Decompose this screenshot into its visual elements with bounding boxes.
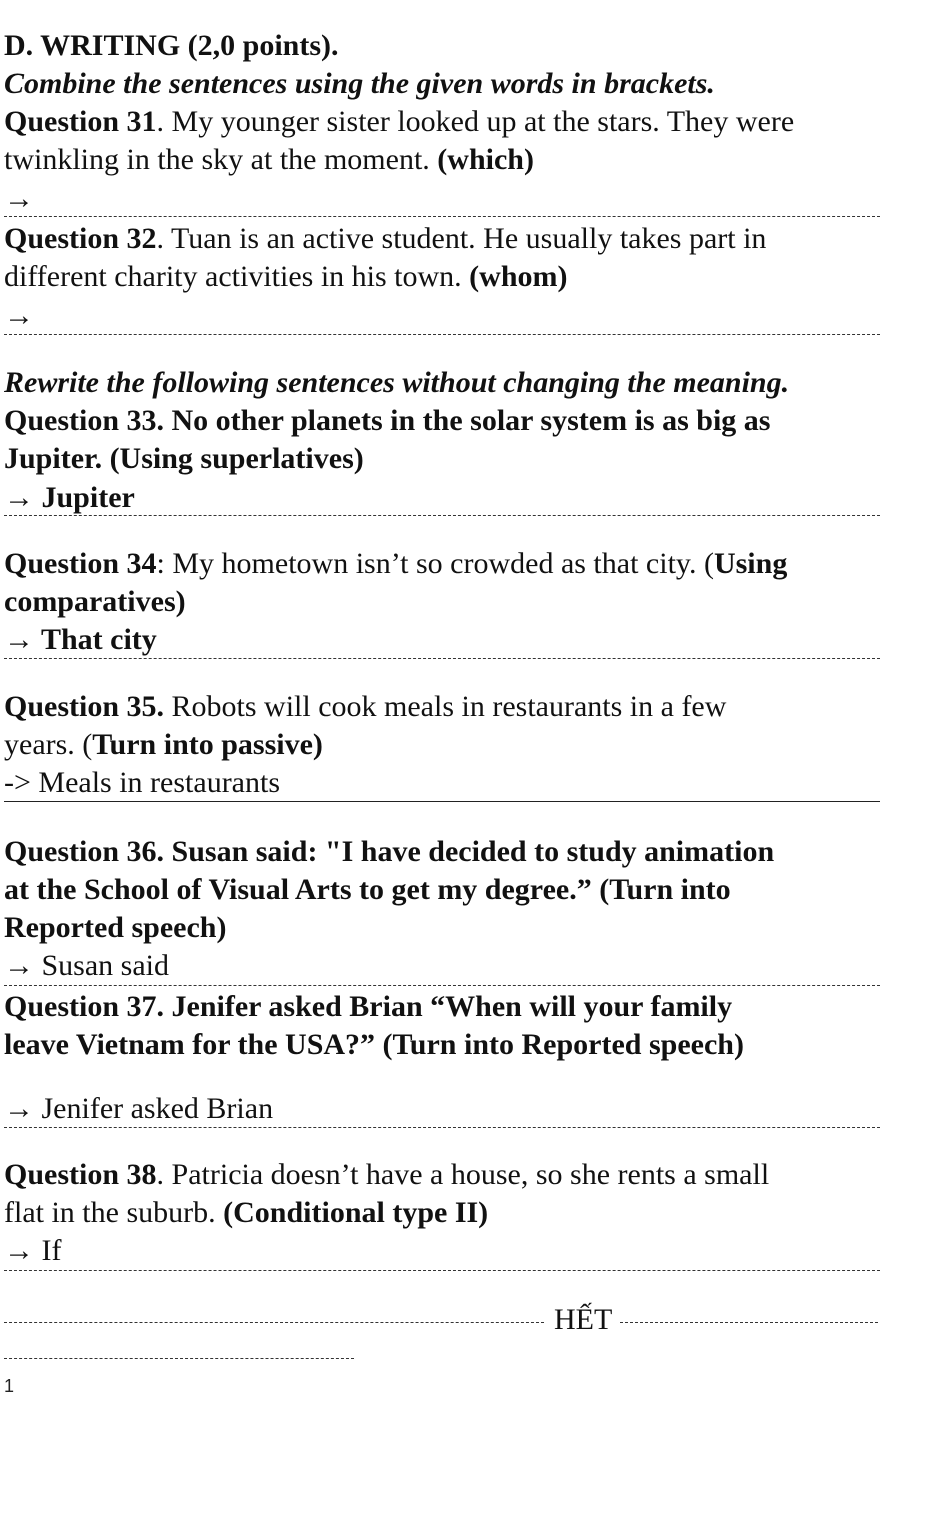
question-36-answer-line[interactable] xyxy=(4,985,880,986)
question-38-label: Question 38 xyxy=(4,1158,157,1191)
question-33-line1: Question 33. No other planets in the solar system is as big as xyxy=(4,404,771,437)
question-38-answer-prefix: → If xyxy=(4,1234,62,1267)
question-37-line1: Question 37. Jenifer asked Brian “When will your family xyxy=(4,990,733,1023)
question-38-text-2: flat in the suburb. xyxy=(4,1196,224,1229)
question-36-line1: Question 36. Susan said: "I have decided to study animation xyxy=(4,835,775,868)
question-34-line2: comparatives) xyxy=(4,585,186,618)
question-31-text: . My younger sister looked up at the stars. They were xyxy=(156,105,795,138)
question-32-text: . Tuan is an active student. He usually takes part in xyxy=(156,222,767,255)
question-32-hint: (whom) xyxy=(469,260,568,293)
question-37-line2: leave Vietnam for the USA?” (Turn into Reported speech) xyxy=(4,1028,744,1061)
question-35-text: Robots will cook meals in restaurants in a few xyxy=(164,690,727,723)
question-37-answer-prefix: → Jenifer asked Brian xyxy=(4,1092,274,1125)
question-34-line1 xyxy=(4,545,787,583)
question-36-line3: Reported speech) xyxy=(4,911,227,944)
question-38-line2 xyxy=(4,1194,488,1232)
end-divider-left xyxy=(4,1322,544,1323)
question-36-answer-prefix: → Susan said xyxy=(4,949,169,982)
end-divider-right xyxy=(620,1322,878,1323)
question-33-line2: Jupiter. (Using superlatives) xyxy=(4,442,364,475)
question-35-text-2: years. ( xyxy=(4,728,93,761)
question-35-answer-prefix: -> Meals in restaurants xyxy=(4,766,281,799)
question-35-hint: Turn into passive) xyxy=(92,728,323,761)
footer-divider xyxy=(4,1358,354,1359)
question-38-line1 xyxy=(4,1156,769,1194)
question-31-text-2: twinkling in the sky at the moment. xyxy=(4,143,438,176)
question-32-label: Question 32 xyxy=(4,222,157,255)
question-37-answer-line[interactable] xyxy=(4,1127,880,1128)
question-32-answer-line[interactable] xyxy=(4,334,880,335)
question-31-hint: (which) xyxy=(437,143,534,176)
part1-instruction: Combine the sentences using the given words in brackets. xyxy=(4,67,715,100)
question-34-answer-prefix: → That city xyxy=(4,623,157,656)
question-31-answer-prefix: → xyxy=(4,182,34,215)
question-32-line2 xyxy=(4,258,568,296)
question-34-label: Question 34 xyxy=(4,547,157,580)
question-38-text: . Patricia doesn’t have a house, so she rents a small xyxy=(156,1158,770,1191)
question-31-line1 xyxy=(4,103,794,141)
end-marker: HẾT xyxy=(552,1301,614,1339)
question-34-text: : My hometown isn’t so crowded as that city. ( xyxy=(156,547,714,580)
question-31-line2 xyxy=(4,141,534,179)
question-34-hint: Using xyxy=(713,547,788,580)
question-32-answer-prefix: → xyxy=(4,299,34,332)
question-31-answer-line[interactable] xyxy=(4,216,880,217)
question-31-label: Question 31 xyxy=(4,105,157,138)
question-34-answer-line[interactable] xyxy=(4,658,880,659)
question-35-answer-line[interactable] xyxy=(4,801,880,802)
question-38-hint: (Conditional type II) xyxy=(223,1196,489,1229)
question-38-answer-line[interactable] xyxy=(4,1270,880,1271)
question-32-line1 xyxy=(4,220,766,258)
part2-instruction: Rewrite the following sentences without changing the meaning. xyxy=(4,366,790,399)
question-33-answer-prefix: → Jupiter xyxy=(4,481,135,514)
page-number: 1 xyxy=(4,1376,15,1396)
question-35-line1 xyxy=(4,688,726,726)
question-35-label: Question 35. xyxy=(4,690,165,723)
question-33-answer-line[interactable] xyxy=(4,515,880,516)
question-32-text-2: different charity activities in his town. xyxy=(4,260,470,293)
question-36-line2: at the School of Visual Arts to get my degree.” (Turn into xyxy=(4,873,731,906)
question-35-line2 xyxy=(4,726,323,764)
section-heading: D. WRITING (2,0 points). xyxy=(4,29,339,62)
